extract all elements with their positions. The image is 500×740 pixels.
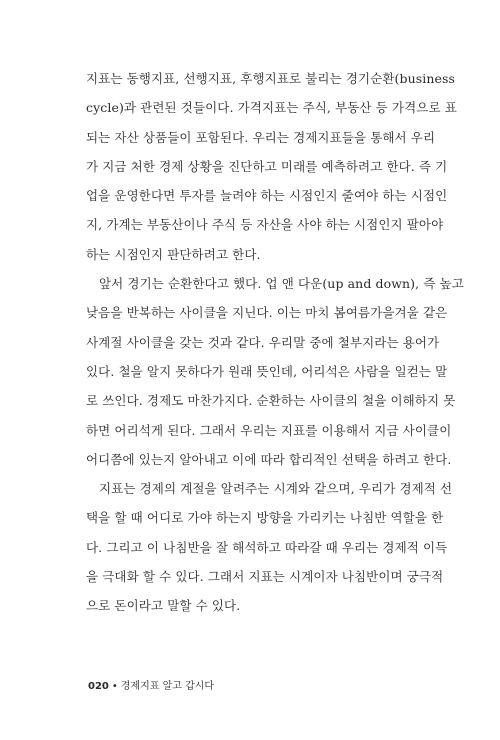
book-title: 경제지표 알고 갑시다	[120, 681, 215, 692]
text-line: 앞서 경기는 순환한다고 했다. 업 앤 다운(up and down), 즉 높고	[99, 276, 464, 292]
text-line: 되는 자산 상품들이 포함된다. 우리는 경제지표들을 통해서 우리	[86, 129, 436, 145]
text-line: 업을 운영한다면 투자를 늘려야 하는 시점인지 줄여야 하는 시점인	[86, 188, 448, 204]
text-line: 로 쓰인다. 경제도 마찬가지다. 순환하는 사이클의 철을 이해하지 못	[86, 393, 456, 409]
text-line: 어디쯤에 있는지 알아내고 이에 따라 합리적인 선택을 하려고 한다.	[86, 451, 452, 467]
text-line: 지, 가계는 부동산이나 주식 등 자산을 사야 하는 시점인지 팔아야	[86, 217, 444, 233]
text-line: 지표는 경제의 계절을 알려주는 시계와 같으며, 우리가 경제적 선	[99, 481, 453, 497]
body-text	[86, 64, 464, 621]
text-line: 가 지금 처한 경제 상황을 진단하고 미래를 예측하려고 한다. 즉 기	[86, 158, 448, 174]
text-line: 다. 그리고 이 나침반을 잘 해석하고 따라갈 때 우리는 경제적 이득	[86, 539, 448, 555]
text-line: 하는 시점인지 판단하려고 한다.	[86, 246, 261, 262]
page-footer	[88, 677, 214, 692]
text-line: 사계절 사이클을 갖는 것과 같다. 우리말 중에 철부지라는 용어가	[86, 334, 440, 350]
page-number: 020	[88, 681, 109, 692]
text-line: 지표는 동행지표, 선행지표, 후행지표로 불리는 경기순환(business	[86, 71, 456, 86]
text-line: 낮음을 반복하는 사이클을 지닌다. 이는 마치 봄여름가을겨울 같은	[86, 305, 448, 321]
text-line: 있다. 철을 알지 못하다가 원래 뜻인데, 어리석은 사람을 일컫는 말	[86, 363, 448, 379]
text-line: 으로 돈이라고 말할 수 있다.	[86, 598, 241, 614]
text-line: cycle)과 관련된 것들이다. 가격지표는 주식, 부동산 등 가격으로 표	[86, 100, 457, 116]
footer-separator: •	[111, 681, 118, 692]
text-line: 택을 할 때 어디로 가야 하는지 방향을 가리키는 나침반 역할을 한	[86, 510, 444, 526]
text-line: 을 극대화 할 수 있다. 그래서 지표는 시계이자 나침반이며 궁극적	[86, 569, 444, 585]
text-line: 하면 어리석게 된다. 그래서 우리는 지표를 이용해서 지금 사이클이	[86, 422, 452, 438]
